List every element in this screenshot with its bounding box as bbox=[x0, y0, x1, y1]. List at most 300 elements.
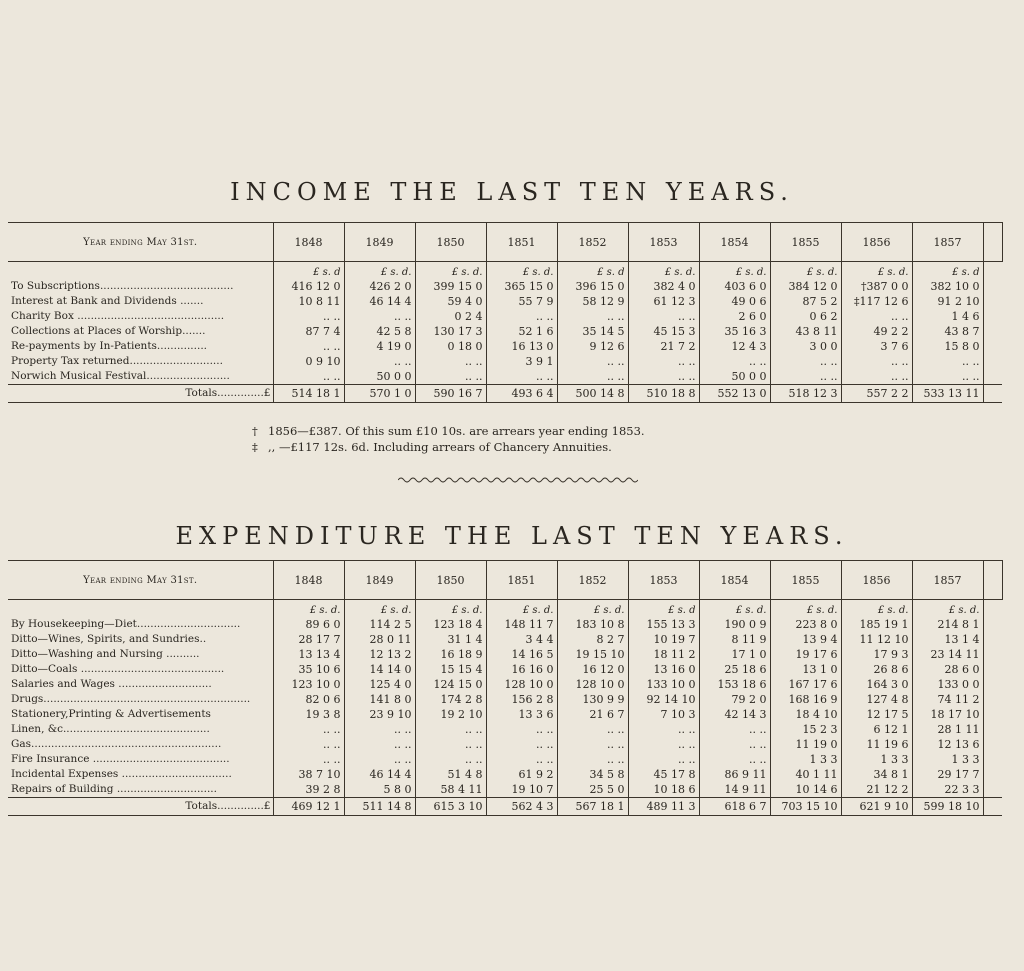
amount-cell: 10 19 7 bbox=[628, 632, 699, 647]
expenditure-header-row bbox=[8, 561, 1002, 600]
amount-cell: 42 5 8 bbox=[344, 324, 415, 339]
amount-cell: .. .. bbox=[557, 369, 628, 385]
amount-cell: .. .. bbox=[841, 309, 912, 324]
amount-cell: .. .. bbox=[273, 339, 344, 354]
amount-cell: 13 13 4 bbox=[273, 647, 344, 662]
ledger-row bbox=[8, 707, 1002, 722]
amount-cell: 79 2 0 bbox=[699, 692, 770, 707]
amount-cell: 13 3 6 bbox=[486, 707, 557, 722]
amount-cell: 1 3 3 bbox=[912, 752, 983, 767]
amount-cell: 59 4 0 bbox=[415, 294, 486, 309]
amount-cell: 21 6 7 bbox=[557, 707, 628, 722]
amount-cell: 11 19 0 bbox=[770, 737, 841, 752]
amount-cell: 46 14 4 bbox=[344, 767, 415, 782]
amount-cell: 26 8 6 bbox=[841, 662, 912, 677]
spacer-cell bbox=[983, 561, 1002, 600]
totals-label: Totals..............£ bbox=[8, 385, 273, 403]
unit-cell: £ s. d. bbox=[273, 600, 344, 618]
amount-cell: 148 11 7 bbox=[486, 617, 557, 632]
spacer-cell bbox=[8, 600, 273, 618]
amount-cell: 13 1 0 bbox=[770, 662, 841, 677]
spacer-cell bbox=[983, 662, 1002, 677]
amount-cell: 114 2 5 bbox=[344, 617, 415, 632]
unit-cell: £ s. d. bbox=[628, 262, 699, 280]
amount-cell: 156 2 8 bbox=[486, 692, 557, 707]
amount-cell: 1 3 3 bbox=[770, 752, 841, 767]
amount-cell: 91 2 10 bbox=[912, 294, 983, 309]
amount-cell: .. .. bbox=[557, 722, 628, 737]
amount-cell: 190 0 9 bbox=[699, 617, 770, 632]
income-year-header: 1853 bbox=[628, 223, 699, 262]
total-cell: 511 14 8 bbox=[344, 798, 415, 816]
amount-cell: 11 19 6 bbox=[841, 737, 912, 752]
expenditure-year-header: 1854 bbox=[699, 561, 770, 600]
total-cell: 567 18 1 bbox=[557, 798, 628, 816]
amount-cell: 130 17 3 bbox=[415, 324, 486, 339]
amount-cell: 89 6 0 bbox=[273, 617, 344, 632]
spacer-cell bbox=[983, 279, 1002, 294]
amount-cell: 23 9 10 bbox=[344, 707, 415, 722]
spacer-cell bbox=[983, 324, 1002, 339]
amount-cell: 35 16 3 bbox=[699, 324, 770, 339]
amount-cell: 12 17 5 bbox=[841, 707, 912, 722]
total-cell: 618 6 7 bbox=[699, 798, 770, 816]
amount-cell: .. .. bbox=[486, 737, 557, 752]
amount-cell: 35 14 5 bbox=[557, 324, 628, 339]
amount-cell: 86 9 11 bbox=[699, 767, 770, 782]
amount-cell: .. .. bbox=[557, 737, 628, 752]
ledger-row bbox=[8, 324, 1002, 339]
total-cell: 703 15 10 bbox=[770, 798, 841, 816]
spacer-cell bbox=[983, 369, 1002, 385]
row-label: Re-payments by In-Patients............... bbox=[8, 339, 273, 354]
row-label: Incidental Expenses ................................. bbox=[8, 767, 273, 782]
amount-cell: 123 10 0 bbox=[273, 677, 344, 692]
amount-cell: .. .. bbox=[344, 354, 415, 369]
amount-cell: .. .. bbox=[628, 309, 699, 324]
amount-cell: 0 18 0 bbox=[415, 339, 486, 354]
amount-cell: 167 17 6 bbox=[770, 677, 841, 692]
income-year-header: 1848 bbox=[273, 223, 344, 262]
amount-cell: 50 0 0 bbox=[699, 369, 770, 385]
amount-cell: 426 2 0 bbox=[344, 279, 415, 294]
amount-cell: 124 15 0 bbox=[415, 677, 486, 692]
unit-cell: £ s. d. bbox=[770, 262, 841, 280]
amount-cell: 1 4 6 bbox=[912, 309, 983, 324]
row-label: Ditto—Wines, Spirits, and Sundries.. bbox=[8, 632, 273, 647]
total-cell: 621 9 10 bbox=[841, 798, 912, 816]
expenditure-year-header: 1853 bbox=[628, 561, 699, 600]
amount-cell: .. .. bbox=[344, 752, 415, 767]
amount-cell: 3 4 4 bbox=[486, 632, 557, 647]
amount-cell: 164 3 0 bbox=[841, 677, 912, 692]
amount-cell: 17 9 3 bbox=[841, 647, 912, 662]
amount-cell: 31 1 4 bbox=[415, 632, 486, 647]
ledger-row bbox=[8, 647, 1002, 662]
amount-cell: 9 12 6 bbox=[557, 339, 628, 354]
amount-cell: 34 5 8 bbox=[557, 767, 628, 782]
footnotes bbox=[252, 423, 645, 455]
row-label: Stationery,Printing & Advertisements bbox=[8, 707, 273, 722]
total-cell: 557 2 2 bbox=[841, 385, 912, 403]
ledger-row bbox=[8, 692, 1002, 707]
amount-cell: 61 12 3 bbox=[628, 294, 699, 309]
amount-cell: 50 0 0 bbox=[344, 369, 415, 385]
amount-cell: 141 8 0 bbox=[344, 692, 415, 707]
amount-cell: 19 17 6 bbox=[770, 647, 841, 662]
ledger-row bbox=[8, 782, 1002, 798]
total-cell: 493 6 4 bbox=[486, 385, 557, 403]
amount-cell: .. .. bbox=[415, 354, 486, 369]
spacer-cell bbox=[983, 262, 1002, 280]
unit-cell: £ s. d. bbox=[415, 600, 486, 618]
amount-cell: 28 17 7 bbox=[273, 632, 344, 647]
amount-cell: 52 1 6 bbox=[486, 324, 557, 339]
amount-cell: 10 8 11 bbox=[273, 294, 344, 309]
amount-cell: 7 10 3 bbox=[628, 707, 699, 722]
income-year-header: 1856 bbox=[841, 223, 912, 262]
amount-cell: .. .. bbox=[628, 354, 699, 369]
amount-cell: 18 17 10 bbox=[912, 707, 983, 722]
amount-cell: 25 5 0 bbox=[557, 782, 628, 798]
unit-cell: £ s. d. bbox=[841, 600, 912, 618]
row-label: Drugs.............................................................. bbox=[8, 692, 273, 707]
amount-cell: .. .. bbox=[841, 354, 912, 369]
expenditure-year-header: 1849 bbox=[344, 561, 415, 600]
spacer-cell bbox=[983, 309, 1002, 324]
spacer-cell bbox=[8, 262, 273, 280]
spacer-cell bbox=[983, 632, 1002, 647]
row-label: Ditto—Coals ........................................... bbox=[8, 662, 273, 677]
amount-cell: .. .. bbox=[486, 309, 557, 324]
row-label: Fire Insurance ......................................... bbox=[8, 752, 273, 767]
amount-cell: 38 7 10 bbox=[273, 767, 344, 782]
amount-cell: 18 4 10 bbox=[770, 707, 841, 722]
spacer-cell bbox=[983, 339, 1002, 354]
amount-cell: 174 2 8 bbox=[415, 692, 486, 707]
spacer-cell bbox=[983, 752, 1002, 767]
amount-cell: 40 1 11 bbox=[770, 767, 841, 782]
unit-cell: £ s. d. bbox=[841, 262, 912, 280]
amount-cell: 35 10 6 bbox=[273, 662, 344, 677]
amount-cell: 55 7 9 bbox=[486, 294, 557, 309]
amount-cell: .. .. bbox=[415, 722, 486, 737]
unit-cell: £ s. d bbox=[912, 262, 983, 280]
amount-cell: 10 18 6 bbox=[628, 782, 699, 798]
amount-cell: 3 7 6 bbox=[841, 339, 912, 354]
total-cell: 469 12 1 bbox=[273, 798, 344, 816]
amount-cell: 3 9 1 bbox=[486, 354, 557, 369]
expenditure-year-header: 1856 bbox=[841, 561, 912, 600]
footnote: ‡ ,, —£117 12s. 6d. Including arrears of Chancery Annuities. bbox=[252, 440, 612, 454]
expenditure-table bbox=[8, 560, 1003, 816]
ledger-row bbox=[8, 309, 1002, 324]
amount-cell: .. .. bbox=[415, 752, 486, 767]
spacer-cell bbox=[983, 737, 1002, 752]
amount-cell: 128 10 0 bbox=[486, 677, 557, 692]
income-year-header: 1854 bbox=[699, 223, 770, 262]
amount-cell: 382 4 0 bbox=[628, 279, 699, 294]
unit-cell: £ s. d. bbox=[486, 600, 557, 618]
ledger-row bbox=[8, 677, 1002, 692]
amount-cell: 12 4 3 bbox=[699, 339, 770, 354]
spacer-cell bbox=[983, 385, 1002, 403]
amount-cell: 14 9 11 bbox=[699, 782, 770, 798]
amount-cell: 13 16 0 bbox=[628, 662, 699, 677]
amount-cell: 22 3 3 bbox=[912, 782, 983, 798]
spacer-cell bbox=[983, 722, 1002, 737]
unit-cell: £ s. d bbox=[628, 600, 699, 618]
amount-cell: 14 16 5 bbox=[486, 647, 557, 662]
amount-cell: 2 6 0 bbox=[699, 309, 770, 324]
expenditure-header-label: Year ending May 31st. bbox=[8, 561, 273, 600]
ledger-row bbox=[8, 339, 1002, 354]
amount-cell: .. .. bbox=[557, 309, 628, 324]
amount-cell: 15 8 0 bbox=[912, 339, 983, 354]
amount-cell: 25 18 6 bbox=[699, 662, 770, 677]
ledger-row bbox=[8, 294, 1002, 309]
amount-cell: .. .. bbox=[628, 722, 699, 737]
amount-cell: 92 14 10 bbox=[628, 692, 699, 707]
unit-cell: £ s. d. bbox=[557, 600, 628, 618]
amount-cell: 19 15 10 bbox=[557, 647, 628, 662]
amount-cell: 58 4 11 bbox=[415, 782, 486, 798]
amount-cell: 51 4 8 bbox=[415, 767, 486, 782]
expenditure-year-header: 1850 bbox=[415, 561, 486, 600]
amount-cell: 12 13 6 bbox=[912, 737, 983, 752]
amount-cell: 4 19 0 bbox=[344, 339, 415, 354]
amount-cell: .. .. bbox=[628, 737, 699, 752]
amount-cell: 58 12 9 bbox=[557, 294, 628, 309]
spacer-cell bbox=[983, 647, 1002, 662]
expenditure-year-header: 1848 bbox=[273, 561, 344, 600]
income-unit-row bbox=[8, 262, 1002, 280]
amount-cell: .. .. bbox=[486, 752, 557, 767]
expenditure-year-header: 1851 bbox=[486, 561, 557, 600]
amount-cell: 5 8 0 bbox=[344, 782, 415, 798]
unit-cell: £ s. d. bbox=[344, 600, 415, 618]
amount-cell: 46 14 4 bbox=[344, 294, 415, 309]
ledger-row bbox=[8, 617, 1002, 632]
amount-cell: †387 0 0 bbox=[841, 279, 912, 294]
amount-cell: 39 2 8 bbox=[273, 782, 344, 798]
amount-cell: 16 12 0 bbox=[557, 662, 628, 677]
ledger-row bbox=[8, 662, 1002, 677]
amount-cell: .. .. bbox=[344, 722, 415, 737]
amount-cell: 16 18 9 bbox=[415, 647, 486, 662]
amount-cell: 214 8 1 bbox=[912, 617, 983, 632]
unit-cell: £ s. d. bbox=[344, 262, 415, 280]
total-cell: 518 12 3 bbox=[770, 385, 841, 403]
amount-cell: 14 14 0 bbox=[344, 662, 415, 677]
income-header-label: Year ending May 31st. bbox=[8, 223, 273, 262]
spacer-cell bbox=[983, 692, 1002, 707]
total-cell: 590 16 7 bbox=[415, 385, 486, 403]
amount-cell: ‡117 12 6 bbox=[841, 294, 912, 309]
amount-cell: 127 4 8 bbox=[841, 692, 912, 707]
spacer-cell bbox=[983, 223, 1002, 262]
amount-cell: 29 17 7 bbox=[912, 767, 983, 782]
wavy-divider-ornament bbox=[398, 474, 638, 486]
income-title: INCOME THE LAST TEN YEARS. bbox=[230, 178, 794, 206]
row-label: Collections at Places of Worship....... bbox=[8, 324, 273, 339]
income-year-header: 1852 bbox=[557, 223, 628, 262]
amount-cell: .. .. bbox=[912, 369, 983, 385]
row-label: Ditto—Washing and Nursing .......... bbox=[8, 647, 273, 662]
amount-cell: .. .. bbox=[912, 354, 983, 369]
amount-cell: 133 10 0 bbox=[628, 677, 699, 692]
amount-cell: 45 15 3 bbox=[628, 324, 699, 339]
amount-cell: 87 5 2 bbox=[770, 294, 841, 309]
total-cell: 552 13 0 bbox=[699, 385, 770, 403]
row-label: Linen, &c............................................ bbox=[8, 722, 273, 737]
amount-cell: 13 1 4 bbox=[912, 632, 983, 647]
income-year-header: 1857 bbox=[912, 223, 983, 262]
spacer-cell bbox=[983, 617, 1002, 632]
spacer-cell bbox=[983, 767, 1002, 782]
amount-cell: 11 12 10 bbox=[841, 632, 912, 647]
total-cell: 570 1 0 bbox=[344, 385, 415, 403]
spacer-cell bbox=[983, 677, 1002, 692]
income-table bbox=[8, 222, 1003, 403]
spacer-cell bbox=[983, 782, 1002, 798]
footnote: † 1856—£387. Of this sum £10 10s. are arrears year ending 1853. bbox=[252, 424, 645, 438]
total-cell: 599 18 10 bbox=[912, 798, 983, 816]
amount-cell: .. .. bbox=[841, 369, 912, 385]
amount-cell: 43 8 7 bbox=[912, 324, 983, 339]
row-label: Charity Box ............................................ bbox=[8, 309, 273, 324]
expenditure-unit-row bbox=[8, 600, 1002, 618]
amount-cell: 61 9 2 bbox=[486, 767, 557, 782]
amount-cell: 19 10 7 bbox=[486, 782, 557, 798]
amount-cell: 87 7 4 bbox=[273, 324, 344, 339]
amount-cell: 123 18 4 bbox=[415, 617, 486, 632]
amount-cell: 10 14 6 bbox=[770, 782, 841, 798]
unit-cell: £ s. d. bbox=[486, 262, 557, 280]
amount-cell: 382 10 0 bbox=[912, 279, 983, 294]
amount-cell: 23 14 11 bbox=[912, 647, 983, 662]
ledger-row bbox=[8, 279, 1002, 294]
amount-cell: .. .. bbox=[557, 354, 628, 369]
income-year-header: 1850 bbox=[415, 223, 486, 262]
amount-cell: 6 12 1 bbox=[841, 722, 912, 737]
spacer-cell bbox=[983, 294, 1002, 309]
ledger-row bbox=[8, 737, 1002, 752]
amount-cell: .. .. bbox=[486, 722, 557, 737]
total-cell: 489 11 3 bbox=[628, 798, 699, 816]
amount-cell: 16 13 0 bbox=[486, 339, 557, 354]
amount-cell: 133 0 0 bbox=[912, 677, 983, 692]
amount-cell: .. .. bbox=[415, 737, 486, 752]
amount-cell: .. .. bbox=[273, 309, 344, 324]
row-label: Gas......................................................... bbox=[8, 737, 273, 752]
amount-cell: 153 18 6 bbox=[699, 677, 770, 692]
amount-cell: 82 0 6 bbox=[273, 692, 344, 707]
amount-cell: 21 12 2 bbox=[841, 782, 912, 798]
amount-cell: .. .. bbox=[415, 369, 486, 385]
spacer-cell bbox=[983, 600, 1002, 618]
row-label: Norwich Musical Festival......................... bbox=[8, 369, 273, 385]
amount-cell: 28 0 11 bbox=[344, 632, 415, 647]
amount-cell: 49 2 2 bbox=[841, 324, 912, 339]
amount-cell: .. .. bbox=[273, 369, 344, 385]
amount-cell: 0 6 2 bbox=[770, 309, 841, 324]
row-label: Interest at Bank and Dividends ....... bbox=[8, 294, 273, 309]
amount-cell: 15 15 4 bbox=[415, 662, 486, 677]
amount-cell: .. .. bbox=[699, 354, 770, 369]
ledger-row bbox=[8, 632, 1002, 647]
income-year-header: 1849 bbox=[344, 223, 415, 262]
amount-cell: 17 1 0 bbox=[699, 647, 770, 662]
row-label: By Housekeeping—Diet............................... bbox=[8, 617, 273, 632]
amount-cell: .. .. bbox=[486, 369, 557, 385]
unit-cell: £ s. d. bbox=[770, 600, 841, 618]
amount-cell: .. .. bbox=[770, 369, 841, 385]
unit-cell: £ s. d. bbox=[699, 600, 770, 618]
amount-cell: .. .. bbox=[273, 722, 344, 737]
row-label: Salaries and Wages ............................ bbox=[8, 677, 273, 692]
amount-cell: .. .. bbox=[699, 722, 770, 737]
amount-cell: 223 8 0 bbox=[770, 617, 841, 632]
amount-cell: 396 15 0 bbox=[557, 279, 628, 294]
amount-cell: 365 15 0 bbox=[486, 279, 557, 294]
ledger-row bbox=[8, 767, 1002, 782]
amount-cell: 34 8 1 bbox=[841, 767, 912, 782]
expenditure-title: EXPENDITURE THE LAST TEN YEARS. bbox=[175, 522, 849, 550]
totals-label: Totals..............£ bbox=[8, 798, 273, 816]
amount-cell: 19 3 8 bbox=[273, 707, 344, 722]
amount-cell: 3 0 0 bbox=[770, 339, 841, 354]
total-cell: 615 3 10 bbox=[415, 798, 486, 816]
amount-cell: .. .. bbox=[699, 752, 770, 767]
total-cell: 514 18 1 bbox=[273, 385, 344, 403]
amount-cell: 13 9 4 bbox=[770, 632, 841, 647]
total-cell: 533 13 11 bbox=[912, 385, 983, 403]
amount-cell: 16 16 0 bbox=[486, 662, 557, 677]
row-label: Property Tax returned............................ bbox=[8, 354, 273, 369]
totals-row bbox=[8, 798, 1002, 816]
ledger-row bbox=[8, 369, 1002, 385]
unit-cell: £ s. d bbox=[273, 262, 344, 280]
total-cell: 500 14 8 bbox=[557, 385, 628, 403]
total-cell: 562 4 3 bbox=[486, 798, 557, 816]
spacer-cell bbox=[983, 707, 1002, 722]
amount-cell: 18 11 2 bbox=[628, 647, 699, 662]
total-cell: 510 18 8 bbox=[628, 385, 699, 403]
amount-cell: .. .. bbox=[628, 752, 699, 767]
amount-cell: 183 10 8 bbox=[557, 617, 628, 632]
amount-cell: 384 12 0 bbox=[770, 279, 841, 294]
amount-cell: 185 19 1 bbox=[841, 617, 912, 632]
unit-cell: £ s. d bbox=[557, 262, 628, 280]
amount-cell: 43 8 11 bbox=[770, 324, 841, 339]
income-year-header: 1851 bbox=[486, 223, 557, 262]
amount-cell: .. .. bbox=[628, 369, 699, 385]
amount-cell: 8 11 9 bbox=[699, 632, 770, 647]
row-label: Repairs of Building .............................. bbox=[8, 782, 273, 798]
amount-cell: 403 6 0 bbox=[699, 279, 770, 294]
amount-cell: 15 2 3 bbox=[770, 722, 841, 737]
amount-cell: 155 13 3 bbox=[628, 617, 699, 632]
row-label: To Subscriptions........................................ bbox=[8, 279, 273, 294]
expenditure-year-header: 1857 bbox=[912, 561, 983, 600]
amount-cell: 49 0 6 bbox=[699, 294, 770, 309]
amount-cell: 8 2 7 bbox=[557, 632, 628, 647]
unit-cell: £ s. d. bbox=[415, 262, 486, 280]
totals-row bbox=[8, 385, 1002, 403]
amount-cell: 416 12 0 bbox=[273, 279, 344, 294]
amount-cell: 21 7 2 bbox=[628, 339, 699, 354]
